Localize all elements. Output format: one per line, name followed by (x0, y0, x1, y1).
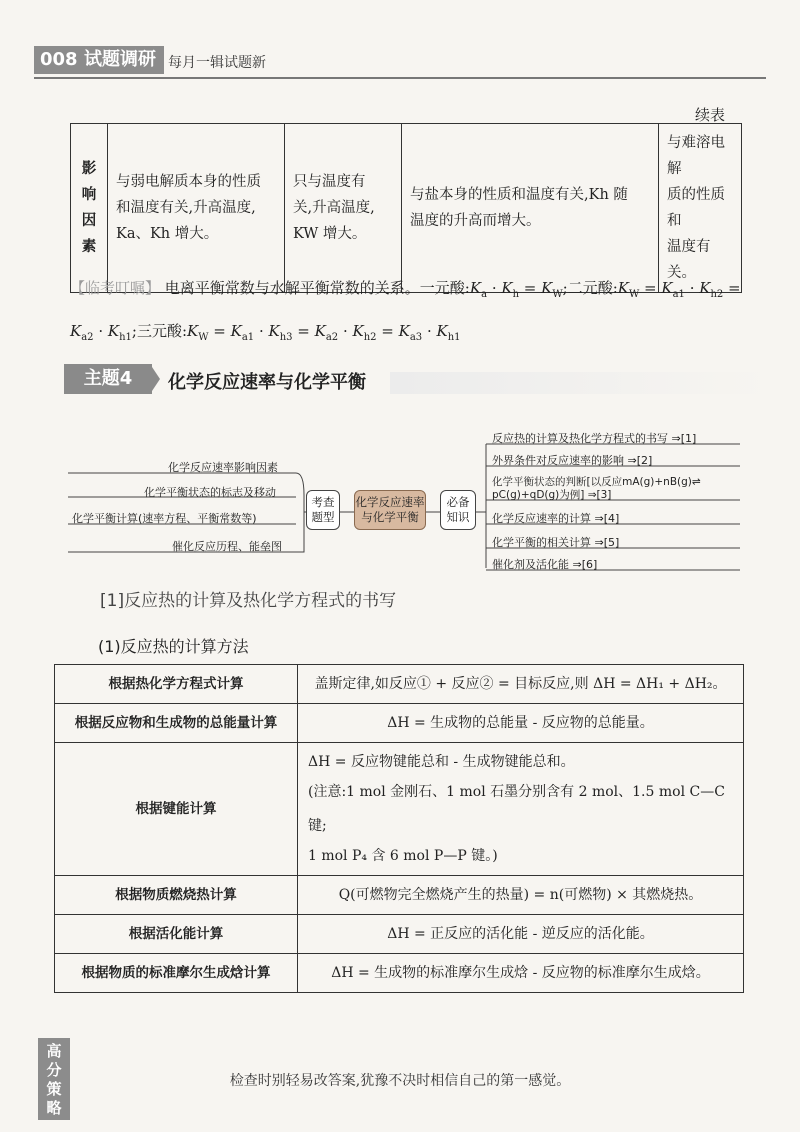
method-detail: ΔH = 生成物的标准摩尔生成焓 - 反应物的标准摩尔生成焓。 (298, 954, 744, 993)
method-detail: 盖斯定律,如反应① + 反应② = 目标反应,则 ΔH = ΔH₁ + ΔH₂。 (298, 665, 744, 704)
mindmap-left-item: 化学平衡状态的标志及移动 (144, 486, 276, 499)
method-detail: ΔH = 生成物的总能量 - 反应物的总能量。 (298, 704, 744, 743)
mindmap-right-item: 外界条件对反应速率的影响 ⇒[2] (492, 454, 653, 467)
table-row (55, 743, 744, 876)
section-title: 试题调研 (84, 49, 156, 70)
mindmap-center-node: 化学反应速率与化学平衡 (354, 490, 426, 530)
tip-label: 【临考叮嘱】 (70, 279, 161, 297)
mindmap-left-item: 化学平衡计算(速率方程、平衡常数等) (72, 512, 257, 525)
subheading: (1)反应热的计算方法 (98, 637, 249, 656)
side-tab: 高 分 策 略 (38, 1038, 70, 1120)
method-name: 根据反应物和生成物的总能量计算 (55, 704, 298, 743)
table-row (55, 665, 744, 704)
method-detail: Q(可燃物完全燃烧产生的热量) = n(可燃物) × 其燃烧热。 (298, 876, 744, 915)
method-name: 根据热化学方程式计算 (55, 665, 298, 704)
table-row (55, 704, 744, 743)
table-cell: 与盐本身的性质和温度有关,Kh 随 温度的升高而增大。 (402, 124, 659, 293)
page-number: 008 (40, 49, 78, 70)
row-header: 影 响 因 素 (71, 124, 108, 293)
header-tagline: 每月一辑试题新 (168, 55, 266, 71)
mindmap-left-item: 化学反应速率影响因素 (168, 461, 278, 474)
table-cell: 与难溶电解 质的性质和 温度有关。 (659, 124, 742, 293)
topic-number: 主题4 (64, 364, 152, 394)
mindmap-left-item: 催化反应历程、能垒图 (172, 540, 282, 553)
method-name: 根据键能计算 (55, 743, 298, 876)
mindmap-right-item: 催化剂及活化能 ⇒[6] (492, 558, 598, 571)
mindmap-right-item: 化学反应速率的计算 ⇒[4] (492, 512, 620, 525)
footer-text: 检查时别轻易改答案,犹豫不决时相信自己的第一感觉。 (229, 1073, 571, 1089)
tip-text: 电离平衡常数与水解平衡常数的关系。一元酸: (164, 279, 470, 297)
mindmap-right-item: 化学平衡状态的判断[以反应mA(g)+nB(g)⇌ (492, 476, 701, 488)
method-name: 根据活化能计算 (55, 915, 298, 954)
method-detail: ΔH = 反应物键能总和 - 生成物键能总和。 (注意:1 mol 金刚石、1 mol 石墨分别含有 2 mol、1.5 mol C—C 键; 1 mol P₄ 含 6 mol P—P 键。) (298, 743, 744, 876)
mindmap-right-item: 反应热的计算及热化学方程式的书写 ⇒[1] (492, 432, 697, 445)
mindmap-right-item: 化学平衡的相关计算 ⇒[5] (492, 536, 620, 549)
topic-title: 化学反应速率与化学平衡 (168, 372, 366, 393)
method-name: 根据物质燃烧热计算 (55, 876, 298, 915)
continued-label: 续表 (695, 106, 726, 124)
mindmap-right-node: 必备知识 (440, 490, 476, 530)
exam-tip: 【临考叮嘱】 电离平衡常数与水解平衡常数的关系。一元酸$:K_a \cdot K_h = K_W$;二元酸$:K_W = K_{a1} \cdot K_{h2} = K_{a2} \cdot K_{h1}$;三元酸$:K_W = K_{a1} \cdot K_{h3} = K_{a2} \cdot K_{h2} = K_{a3} \cdot K_{h1}$ (70, 279, 741, 343)
method-detail: ΔH = 正反应的活化能 - 逆反应的活化能。 (298, 915, 744, 954)
subsection-title: [1]反应热的计算及热化学方程式的书写 (100, 591, 397, 611)
table-cell: 与弱电解质本身的性质 和温度有关,升高温度, Ka、Kh 增大。 (108, 124, 285, 293)
table-cell: 只与温度有 关,升高温度, KW 增大。 (285, 124, 402, 293)
mindmap-left-node: 考查题型 (306, 490, 340, 530)
methods-table (54, 664, 744, 993)
table-row (55, 876, 744, 915)
table-row (55, 915, 744, 954)
mindmap-right-item: pC(g)+qD(g)为例] ⇒[3] (492, 489, 612, 501)
table-row (55, 954, 744, 993)
method-name: 根据物质的标准摩尔生成焓计算 (55, 954, 298, 993)
